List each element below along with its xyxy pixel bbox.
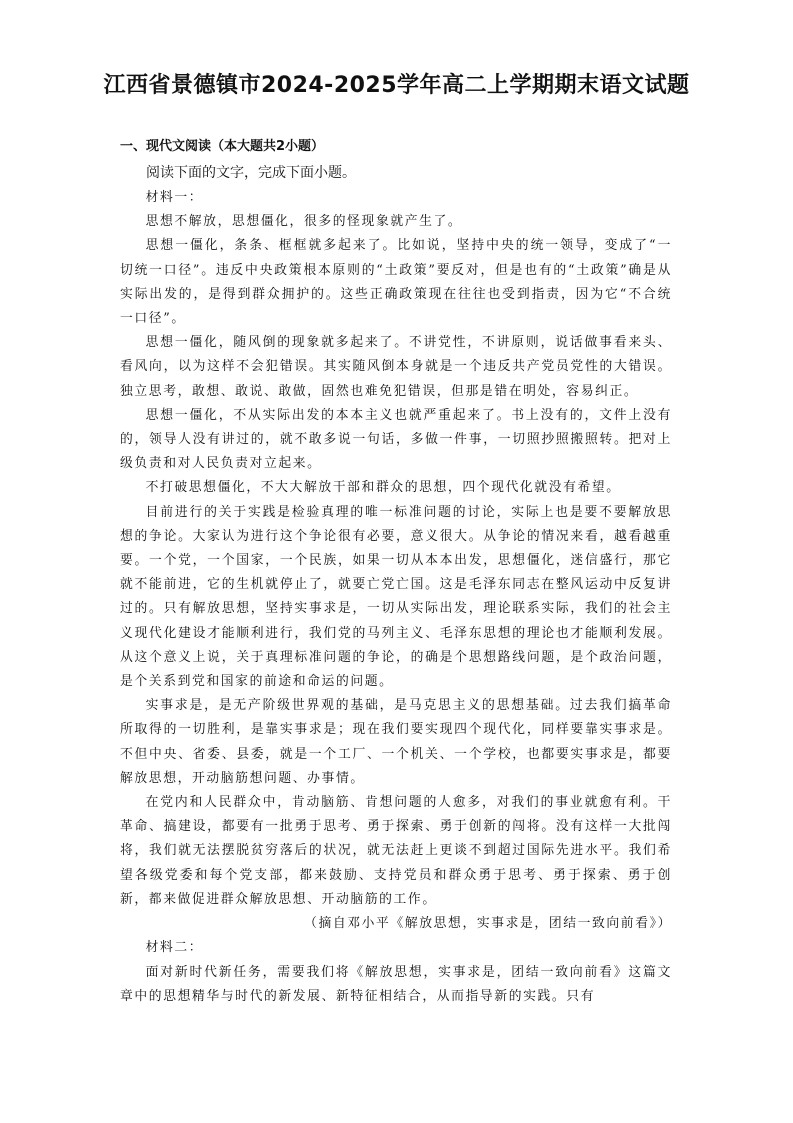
paragraph: 思想不解放，思想僵化，很多的怪现象就产生了。 <box>145 214 463 230</box>
paragraph: 思想一僵化，条条、框框就多起来了。比如说，坚持中央的统一领导，变成了“一切统一口径”。违反中央政策根本原则的“土政策”要反对，但是也有的“土政策”确是从实际出发的，是得到群众拥护的。这些正确政策现在往往也受到指责，因为它“不合统一口径”。 <box>120 238 672 327</box>
reading-instruction: 阅读下面的文字，完成下面小题。 <box>146 165 356 181</box>
paragraph: 不打破思想僵化，不大大解放干部和群众的思想，四个现代化就没有希望。 <box>145 480 621 496</box>
passage-body <box>120 186 672 1009</box>
material-two-label: 材料二： <box>145 940 204 956</box>
section-heading: 一、现代文阅读（本大题共2小题） <box>120 139 325 154</box>
material-one-label: 材料一： <box>145 190 204 205</box>
document-title: 江西省景德镇市2024-2025学年高二上学期期末语文试题 <box>103 73 690 98</box>
paragraph: 目前进行的关于实践是检验真理的唯一标准问题的讨论，实际上也是要不要解放思想的争论。大家认为进行这个争论很有必要，意义很大。从争论的情况来看，越看越重要。一个党，一个国家，一个民族，如果一切从本本出发，思想僵化，迷信盛行，那它就不能前进，它的生机就停止了，就要亡党亡国。这是毛泽东同志在整风运动中反复讲过的。只有解放思想，坚持实事求是，一切从实际出发，理论联系实际，我们的社会主义现代化建设才能顺利进行，我们党的马列主义、毛泽东思想的理论也才能顺利发展。从这个意义上说，关于真理标准问题的争论，的确是个思想路线问题，是个政治问题，是个关系到党和国家的前途和命运的问题。 <box>120 504 672 690</box>
paragraph: 思想一僵化，不从实际出发的本本主义也就严重起来了。书上没有的，文件上没有的，领导人没有讲过的，就不敢多说一句话，多做一件事，一切照抄照搬照转。把对上级负责和对人民负责对立起来。 <box>120 407 672 472</box>
paragraph: 面对新时代新任务，需要我们将《解放思想，实事求是，团结一致向前看》这篇文章中的思想精华与时代的新发展、新特征相结合，从而指导新的实践。只有 <box>120 964 672 1004</box>
paragraph: 思想一僵化，随风倒的现象就多起来了。不讲党性，不讲原则，说话做事看来头、看风向，以为这样不会犯错误。其实随风倒本身就是一个违反共产党员党性的大错误。独立思考，敢想、敢说、敢做，固然也难免犯错误，但那是错在明处，容易纠正。 <box>120 335 672 399</box>
paragraph: 实事求是，是无产阶级世界观的基础，是马克思主义的思想基础。过去我们搞革命所取得的一切胜利，是靠实事求是；现在我们要实现四个现代化，同样要靠实事求是。不但中央、省委、县委，就是一个工厂、一个机关、一个学校，也都要实事求是，都要解放思想，开动脑筋想问题、办事情。 <box>120 698 672 786</box>
material-one-source: （摘自邓小平《解放思想，实事求是，团结一致向前看》） <box>304 916 672 932</box>
paragraph: 在党内和人民群众中，肯动脑筋、肯想问题的人愈多，对我们的事业就愈有利。干革命、搞建设，都要有一批勇于思考、勇于探索、勇于创新的闯将。没有这样一大批闯将，我们就无法摆脱贫穷落后的状况，就无法赶上更谈不到超过国际先进水平。我们希望各级党委和每个党支部，都来鼓励、支持党员和群众勇于思考、勇于探索、勇于创新，都来做促进群众解放思想、开动脑筋的工作。 <box>120 795 672 907</box>
